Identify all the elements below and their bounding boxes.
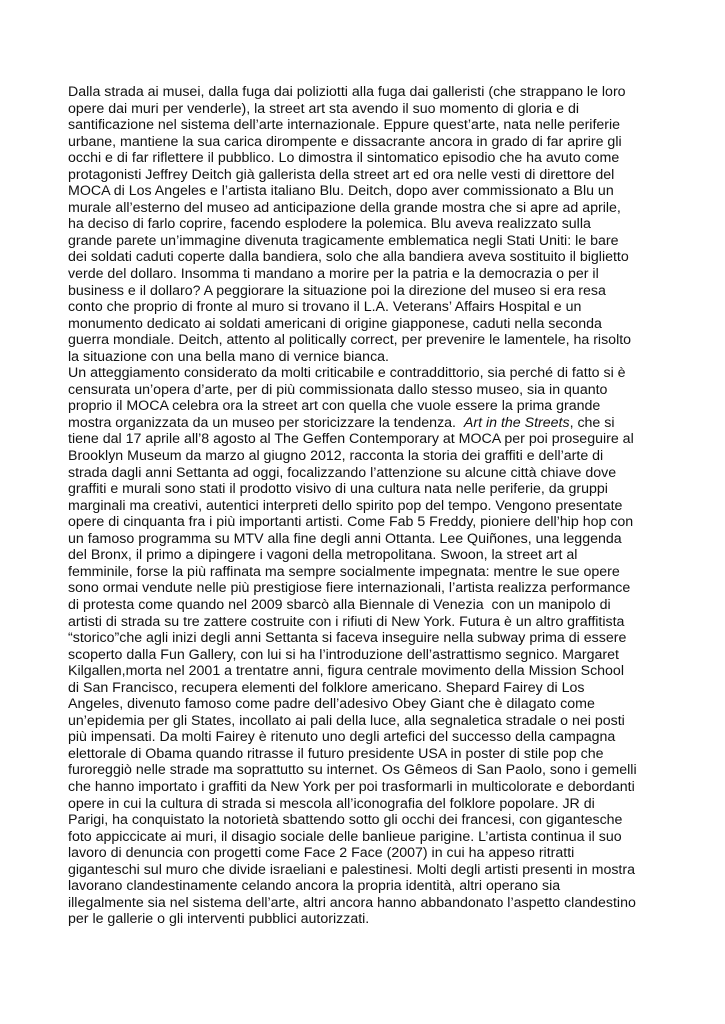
text-line: lavorano clandestinamente celando ancora la propria identità, altri operano sia	[68, 878, 561, 895]
text-line	[68, 415, 668, 432]
exhibition-title: Art in the Streets	[463, 414, 570, 431]
text-line: MOCA di Los Angeles e l’artista italiano Blu. Deitch, dopo aver commissionato a Blu un	[68, 183, 614, 200]
text-line: Brooklyn Museum da marzo al giugno 2012, racconta la storia dei graffiti e dell’arte di	[68, 448, 604, 465]
text-line: sono ormai vendute nelle più prestigiose fiere internazionali, l’artista realizza performance	[68, 580, 631, 597]
text-line: opere di cinquanta fra i più importanti artisti. Come Fab 5 Freddy, pioniere dell’hip hop con	[68, 514, 634, 531]
text-line: “storico”che agli inizi degli anni Settanta si faceva inseguire nella subway prima di essere	[68, 630, 627, 647]
text-line: femminile, forse la più raffinata ma sempre socialmente impegnata: mentre le sue opere	[68, 563, 620, 580]
text-line: strada dagli anni Settanta ad oggi, focalizzando l’attenzione su alcune città chiave dove	[68, 464, 617, 481]
text-line: verde del dollaro. Insomma ti mandano a morire per la patria e la democrazia o per il	[68, 266, 599, 283]
text-line: furoreggiò nelle strade ma soprattutto su internet. Os Gêmeos di San Paolo, sono i gemelli	[68, 762, 637, 779]
text-line: illegalmente sia nel sistema dell’arte, altri ancora hanno abbandonato l’aspetto clandestino	[68, 894, 636, 911]
text-line: graffiti e murali sono stati il prodotto visivo di una cultura nata nelle periferie, da gruppi	[68, 481, 608, 498]
text-line: marginali ma creativi, autentici interpreti dello spirito pop del tempo. Vengono presentate	[68, 497, 623, 514]
text-line: business e il dollaro? A peggiorare la situazione poi la direzione del museo si era resa	[68, 282, 606, 299]
text-line: del Bronx, il primo a dipingere i vagoni della metropolitana. Swoon, la street art al	[68, 547, 578, 564]
text-line: santificazione nel sistema dell’arte internazionale. Eppure quest’arte, nata nelle periferie	[68, 117, 621, 134]
text-line: monumento dedicato ai soldati americani di origine giapponese, caduti nella seconda	[68, 315, 602, 332]
text-line: Kilgallen,morta nel 2001 a trentatre anni, figura centrale movimento della Mission School	[68, 663, 624, 680]
text-line: di protesta come quando nel 2009 sbarcò alla Biennale di Venezia con un manipolo di	[68, 596, 611, 613]
text-line: Dalla strada ai musei, dalla fuga dai poliziotti alla fuga dai galleristi (che strappano le loro	[68, 84, 626, 100]
text-line: di San Francisco, recupera elementi del folklore americano. Shepard Fairey di Los	[68, 679, 585, 696]
text-line: un’epidemia per gli States, incollato ai pali della luce, alla segnaletica stradale o nei posti	[68, 712, 625, 729]
text-segment: , che si	[569, 414, 615, 431]
text-line: lavoro di denuncia con progetti come Face 2 Face (2007) in cui ha appeso ritratti	[68, 845, 575, 862]
text-line: ha deciso di farlo coprire, facendo esplodere la polemica. Blu aveva realizzato sulla	[68, 216, 591, 233]
text-line: un famoso programma su MTV alla fine degli anni Ottanta. Lee Quiñones, una leggenda	[68, 530, 622, 547]
text-line: dei soldati caduti coperte dalla bandiera, solo che alla bandiera aveva sostituito il biglietto	[68, 249, 629, 266]
text-line: Parigi, ha conquistato la notorietà sbattendo sotto gli occhi dei francesi, con gigantesche	[68, 812, 623, 829]
text-line: per le gallerie o gli interventi pubblici autorizzati.	[68, 911, 370, 928]
text-line: occhi e di far riflettere il pubblico. Lo dimostra il sintomatico episodio che ha avuto come	[68, 150, 620, 167]
text-line: più impensati. Da molti Fairey è ritenuto uno degli artefici del successo della campagna	[68, 729, 616, 746]
paragraph-2	[68, 365, 668, 928]
text-line: proprio il MOCA celebra ora la street art con quella che vuole essere la prima grande	[68, 398, 601, 415]
paragraph-1	[68, 84, 668, 365]
text-line: grande parete un’immagine divenuta tragicamente emblematica negli Stati Uniti: le bare	[68, 232, 619, 249]
document-page	[68, 84, 668, 928]
text-line: foto appiccicate ai muri, il disagio sociale delle banlieue parigine. L’artista continua il suo	[68, 828, 622, 845]
text-line: opere in cui la cultura di strada si mescola all’iconografia del folklore popolare. JR di	[68, 795, 595, 812]
text-segment: mostra organizzata da un museo per storicizzare la tendenza.	[68, 414, 464, 431]
paragraph-2-continued	[68, 431, 668, 927]
text-line: artisti di strada su tre zattere costruite con i rifiuti di New York. Futura è un altro graffitista	[68, 613, 625, 630]
text-line: censurata un’opera d’arte, per di più commissionata dallo stesso museo, sia in quanto	[68, 381, 608, 398]
text-line: Un atteggiamento considerato da molti criticabile e contraddittorio, sia perché di fatto si è	[68, 365, 626, 382]
text-line: Angeles, divenuto famoso come padre dell’adesivo Obey Giant che è dilagato come	[68, 696, 595, 713]
text-line: tiene dal 17 aprile all’8 agosto al The Geffen Contemporary at MOCA per poi proseguire al	[68, 431, 634, 448]
text-line: urbane, mantiene la sua carica dirompente e dissacrante ancora in grado di far aprire gli	[68, 133, 622, 150]
text-line: protagonisti Jeffrey Deitch già gallerista della street art ed ora nelle vesti di direttore del	[68, 166, 615, 183]
text-line: giganteschi sul muro che divide israeliani e palestinesi. Molti degli artisti presenti in mostra	[68, 861, 635, 878]
text-line: opere dai muri per venderle), la street art sta avendo il suo momento di gloria e di	[68, 100, 580, 117]
text-line: che hanno importato i graffiti da New York per poi trasformarli in multicolorate e debordanti	[68, 778, 635, 795]
text-line: conto che proprio di fronte al muro si trovano il L.A. Veterans’ Affairs Hospital e un	[68, 299, 582, 316]
text-line: guerra mondiale. Deitch, attento al politically correct, per prevenire le lamentele, ha risolto	[68, 332, 632, 349]
text-line: elettorale di Obama quando ritrasse il futuro presidente USA in poster di stile pop che	[68, 745, 604, 762]
text-line: murale all’esterno del museo ad anticipazione della grande mostra che si apre ad aprile,	[68, 199, 621, 216]
text-line: scoperto dalla Fun Gallery, con lui si ha l’introduzione dell’astrattismo segnico. Margaret	[68, 646, 619, 663]
text-line: la situazione con una bella mano di vernice bianca.	[68, 348, 389, 365]
